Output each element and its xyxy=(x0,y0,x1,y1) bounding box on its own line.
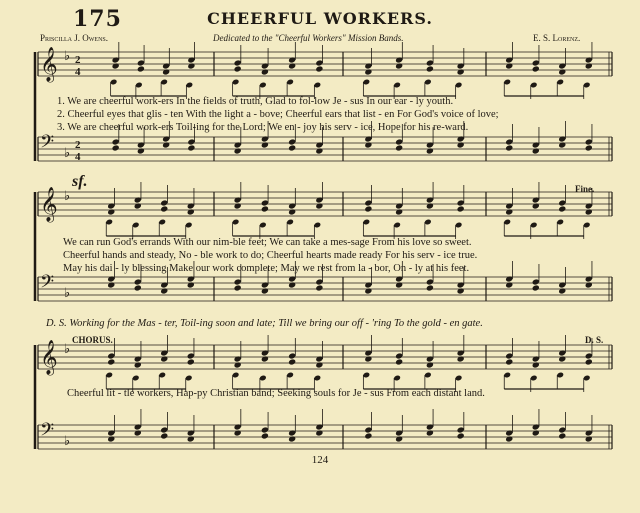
note-head xyxy=(315,147,323,154)
fine-label: Fine. xyxy=(575,184,595,194)
note-head xyxy=(134,361,142,368)
note-head xyxy=(288,208,296,215)
note-head xyxy=(160,287,168,294)
time-signature: 2 xyxy=(75,54,81,66)
note-head xyxy=(558,432,566,439)
note-head xyxy=(107,281,115,288)
note-head xyxy=(426,429,434,436)
note-head xyxy=(187,144,195,151)
flat-key-signature-icon: ♭ xyxy=(64,285,71,300)
flat-key-signature-icon: ♭ xyxy=(64,188,71,203)
note-head xyxy=(457,68,465,75)
note-head xyxy=(107,358,115,365)
note-head xyxy=(234,147,242,154)
note-head xyxy=(162,141,170,148)
note-head xyxy=(426,147,434,154)
note-head xyxy=(558,68,566,75)
note-head xyxy=(457,205,465,212)
note-head xyxy=(288,144,296,151)
note-head xyxy=(315,284,323,291)
note-head xyxy=(288,62,296,69)
note-head xyxy=(261,141,269,148)
note-head xyxy=(426,65,434,72)
note-head xyxy=(395,281,403,288)
note-head xyxy=(505,435,513,442)
hymn-title: CHEERFUL WORKERS. xyxy=(207,9,433,28)
note-head xyxy=(532,361,540,368)
time-signature: 4 xyxy=(75,151,81,163)
note-head xyxy=(457,141,465,148)
note-head xyxy=(505,144,513,151)
note-head xyxy=(505,208,513,215)
note-head xyxy=(457,287,465,294)
note-head xyxy=(187,358,195,365)
flat-key-signature-icon: ♭ xyxy=(64,341,71,356)
note-head xyxy=(395,435,403,442)
composer-credit: E. S. Lorenz. xyxy=(533,33,581,43)
note-head xyxy=(364,287,372,294)
ds-label: D. S. xyxy=(585,335,604,345)
note-head xyxy=(134,429,142,436)
flat-key-signature-icon: ♭ xyxy=(64,433,71,448)
note-head xyxy=(137,147,145,154)
note-head xyxy=(187,62,195,69)
note-head xyxy=(107,435,115,442)
author-credit: Priscilla J. Owens. xyxy=(40,33,109,43)
note-head xyxy=(160,205,168,212)
note-head xyxy=(364,432,372,439)
ds-refrain-line: D. S. Working for the Mas - ter, Toil-ing soon and late; Till we bring our off - 'ring To the gold - en gate. xyxy=(46,318,483,329)
note-head xyxy=(426,202,434,209)
dedication: Dedicated to the "Cheerful Workers" Mission Bands. xyxy=(213,33,404,43)
time-signature: 4 xyxy=(75,66,81,78)
note-head xyxy=(315,429,323,436)
treble-clef-icon: 𝄞 xyxy=(40,187,58,222)
flat-key-signature-icon: ♭ xyxy=(64,48,71,63)
note-head xyxy=(395,358,403,365)
note-head xyxy=(364,68,372,75)
verse-3-line-1: 3. We are cheerful work-ers Toil-ing for the Lord; We en - joy his serv - ice, Hope for his re-ward. xyxy=(57,122,469,133)
hymn-number: 175 xyxy=(73,6,122,32)
note-head xyxy=(261,355,269,362)
note-head xyxy=(532,429,540,436)
note-head xyxy=(234,361,242,368)
note-head xyxy=(558,141,566,148)
note-head xyxy=(395,208,403,215)
note-head xyxy=(505,358,513,365)
note-head xyxy=(585,144,593,151)
note-head xyxy=(261,432,269,439)
note-head xyxy=(234,65,242,72)
note-head xyxy=(288,358,296,365)
note-head xyxy=(162,68,170,75)
note-head xyxy=(288,435,296,442)
verse-1-line-1: 1. We are cheerful work-ers In the fields of truth, Glad to fol-low Je - sus In our ear - ly youth. xyxy=(57,96,454,107)
note-head xyxy=(426,284,434,291)
note-head xyxy=(395,62,403,69)
note-head xyxy=(585,281,593,288)
note-head xyxy=(585,62,593,69)
note-head xyxy=(364,355,372,362)
note-head xyxy=(315,65,323,72)
note-head xyxy=(187,435,195,442)
note-head xyxy=(134,284,142,291)
note-head xyxy=(234,202,242,209)
note-head xyxy=(532,65,540,72)
note-head xyxy=(187,208,195,215)
sforzando-mark: sf. xyxy=(72,173,88,190)
verse-2-line-1: 2. Cheerful eyes that glis - ten With the light a - bove; Cheerful ears that list - en For God's voice of love; xyxy=(57,109,499,120)
note-head xyxy=(558,205,566,212)
note-head xyxy=(585,358,593,365)
time-signature: 2 xyxy=(75,139,81,151)
note-head xyxy=(457,432,465,439)
note-head xyxy=(137,65,145,72)
note-head xyxy=(532,202,540,209)
note-head xyxy=(234,284,242,291)
note-head xyxy=(532,147,540,154)
note-head xyxy=(288,281,296,288)
note-head xyxy=(585,208,593,215)
page-number: 124 xyxy=(311,454,329,466)
bass-clef-icon: 𝄢 xyxy=(40,272,55,297)
note-head xyxy=(234,429,242,436)
note-head xyxy=(107,208,115,215)
note-head xyxy=(558,287,566,294)
treble-clef-icon: 𝄞 xyxy=(40,47,58,82)
note-head xyxy=(558,355,566,362)
note-head xyxy=(187,281,195,288)
note-head xyxy=(134,202,142,209)
note-head xyxy=(426,361,434,368)
bass-clef-icon: 𝄢 xyxy=(40,420,55,445)
verse-3-line-2: May his dai - ly blessing Make our work complete; May we rest from la - bor, On - ly at his feet. xyxy=(63,263,470,274)
treble-clef-icon: 𝄞 xyxy=(40,340,58,375)
chorus-lyrics: Cheerful lit - tle workers, Hap-py Christian band; Seeking souls for Je - sus From each distant land. xyxy=(67,388,485,399)
note-head xyxy=(112,144,120,151)
note-head xyxy=(585,435,593,442)
bass-clef-icon: 𝄢 xyxy=(40,132,55,157)
flat-key-signature-icon: ♭ xyxy=(64,145,71,160)
note-head xyxy=(261,68,269,75)
note-head xyxy=(364,141,372,148)
note-head xyxy=(315,361,323,368)
note-head xyxy=(505,281,513,288)
chorus-label: CHORUS. xyxy=(72,335,113,345)
note-head xyxy=(160,432,168,439)
note-head xyxy=(364,205,372,212)
note-head xyxy=(315,202,323,209)
note-head xyxy=(261,287,269,294)
note-head xyxy=(261,205,269,212)
note-head xyxy=(532,284,540,291)
verse-2-line-2: Cheerful hands and steady, No - ble work to do; Cheerful hearts made ready For his serv - ice true. xyxy=(63,250,478,261)
verse-1-line-2: We can run God's errands With our nim-ble feet; We can take a mes-sage From his love so sweet. xyxy=(63,237,472,248)
note-head xyxy=(112,62,120,69)
note-head xyxy=(395,144,403,151)
note-head xyxy=(160,355,168,362)
note-head xyxy=(505,62,513,69)
note-head xyxy=(457,355,465,362)
